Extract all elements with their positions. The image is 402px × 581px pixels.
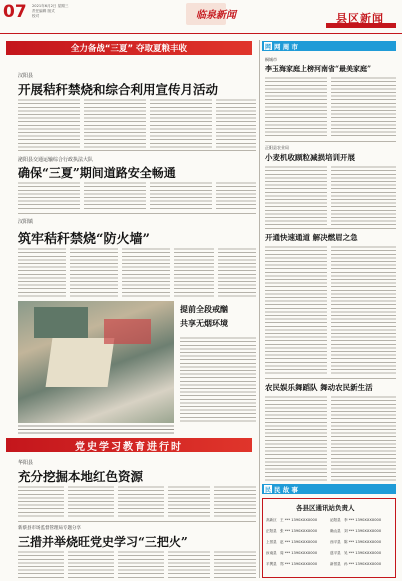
- article-6-body-col3: [118, 550, 164, 578]
- divider: [18, 521, 256, 522]
- article-2-headline: 确保“三夏”期间道路安全畅通: [18, 166, 176, 180]
- photo-caption: [18, 424, 174, 434]
- article-1-body-col4: [216, 98, 256, 148]
- article-6-body-col2: [68, 550, 114, 578]
- article-3-body-col2: [70, 247, 118, 299]
- notice-row: [266, 562, 392, 570]
- right-article-2-headline: 小麦机收顾粒减损培训开展: [265, 153, 355, 162]
- right-article-4-body-col1: [265, 395, 327, 481]
- right-article-1-body-col1: [265, 76, 327, 138]
- article-1-body-col2: [84, 98, 146, 148]
- article-3-body-col1: [18, 247, 66, 299]
- tag-2-icon: 民: [264, 486, 271, 494]
- notice-contact: 李 *** 1390XXXX000: [344, 518, 382, 522]
- right-article-3-body-col1: [265, 245, 327, 375]
- article-3-body-col5: [218, 247, 256, 299]
- article-1-kicker: 汉阳县: [18, 73, 34, 79]
- column-separator: [259, 40, 260, 578]
- article-5-body-col4: [168, 485, 210, 519]
- notice-contact: 赵 *** 1390XXXX000: [280, 540, 318, 544]
- notice-county: 汝南县: [266, 551, 277, 555]
- news-photo: [18, 301, 174, 423]
- notice-row: [266, 518, 392, 526]
- right-article-4-body-col2: [331, 395, 396, 481]
- article-6-body-col5: [214, 550, 256, 578]
- notice-contact: 吴 *** 1390XXXX000: [344, 551, 382, 555]
- notice-county: 正阳县: [266, 529, 277, 533]
- article-2-body-col2: [84, 181, 146, 211]
- notice-county: 确山县: [330, 529, 341, 533]
- article-5-body-col1: [18, 485, 64, 519]
- notice-county: 泌阳县: [330, 518, 341, 522]
- tag-1-icon: 网: [264, 43, 271, 51]
- issue-date: 2021年6月2日 星期三: [32, 4, 69, 8]
- mid-banner: 党史学习教育进行时: [6, 438, 252, 452]
- article-6-kicker: 新蔡县市场监督管理局专题分享: [18, 526, 81, 531]
- right-article-3-body-col2: [331, 245, 396, 375]
- article-2-body-col3: [150, 181, 212, 211]
- article-1-body-col1: [18, 98, 80, 148]
- article-2-body-col1: [18, 181, 80, 211]
- article-5-body-col2: [68, 485, 114, 519]
- article-5-kicker: 华阳县: [18, 460, 34, 466]
- section-tag-2: [262, 484, 396, 494]
- top-banner: 全力备战“三夏” 夺取夏粮丰收: [6, 41, 252, 55]
- notice-county: 遂平县: [330, 551, 341, 555]
- divider: [265, 141, 396, 142]
- notice-contact: 刘 *** 1390XXXX000: [344, 529, 382, 533]
- article-6-body-col4: [168, 550, 210, 578]
- right-article-3-headline: 开通快速通道 解决燃眉之急: [265, 233, 358, 242]
- right-article-1-body-col2: [331, 76, 396, 138]
- article-2-body-col4: [216, 181, 256, 211]
- right-article-4-headline: 农民娱乐舞蹈队 舞动农民新生活: [265, 383, 373, 392]
- notice-contact: 陈 *** 1390XXXX000: [344, 540, 382, 544]
- notice-contact: 孙 *** 1390XXXX000: [344, 562, 382, 566]
- article-5-body-col3: [118, 485, 164, 519]
- notice-row: [266, 551, 392, 559]
- article-6-headline: 三措并举烧旺党史学习“三把火”: [18, 535, 188, 549]
- right-article-2-body-col2: [331, 165, 396, 225]
- page-number: 07: [3, 2, 27, 22]
- article-4-headline-line1: 提前全段戒酗: [180, 304, 228, 314]
- divider: [18, 150, 256, 151]
- article-3-body-col3: [122, 247, 170, 299]
- tag-1-label: 网 周 市: [274, 42, 299, 51]
- notice-contact: 王 *** 1390XXXX000: [280, 518, 318, 522]
- section-tag-1: [262, 41, 396, 51]
- notice-title: 各县区通讯站负责人: [296, 504, 355, 512]
- notice-county: 高新区: [266, 518, 277, 522]
- article-4-headline-line2: 共享无烟环境: [180, 318, 228, 328]
- article-2-kicker: 泌阳县交通运输综合行政执法大队: [18, 157, 94, 163]
- proofreader-line: 校对: [32, 14, 40, 18]
- right-article-1-headline: 李玉海家庭上榜河南省“最美家庭”: [265, 64, 372, 73]
- article-5-body-col5: [214, 485, 256, 519]
- article-5-headline: 充分挖掘本地红色资源: [18, 469, 144, 484]
- section-title: 县区新闻: [336, 12, 384, 25]
- notice-contact: 郑 *** 1390XXXX000: [280, 562, 318, 566]
- article-1-body-col3: [150, 98, 212, 148]
- right-article-2-body-col1: [265, 165, 327, 225]
- article-3-body-col4: [174, 247, 214, 299]
- notice-county: 西平县: [330, 540, 341, 544]
- divider: [265, 228, 396, 229]
- article-6-body-col1: [18, 550, 64, 578]
- notice-county: 平舆县: [266, 562, 277, 566]
- notice-row: [266, 529, 392, 537]
- editor-line: 责任编辑 版式: [32, 9, 55, 13]
- article-3-headline: 筑牢秸秆禁烧“防火墙”: [18, 232, 150, 247]
- tag-2-label: 民 故 事: [274, 485, 299, 494]
- divider: [265, 378, 396, 379]
- notice-county: 新蔡县: [330, 562, 341, 566]
- notice-contact: 张 *** 1390XXXX000: [280, 529, 318, 533]
- notice-county: 上蔡县: [266, 540, 277, 544]
- article-1-headline: 开展秸秆禁烧和综合利用宣传月活动: [18, 82, 219, 97]
- article-4-body: [180, 336, 256, 422]
- notice-contact: 周 *** 1390XXXX000: [280, 551, 318, 555]
- article-3-kicker: 汉阳镇: [18, 219, 34, 225]
- right-article-2-kicker: 正阳县农业局: [265, 145, 289, 150]
- right-article-1-kicker: 桐城市: [265, 57, 277, 62]
- newspaper-logo: 临泉新闻: [196, 10, 236, 21]
- divider: [18, 213, 256, 214]
- notice-row: [266, 540, 392, 548]
